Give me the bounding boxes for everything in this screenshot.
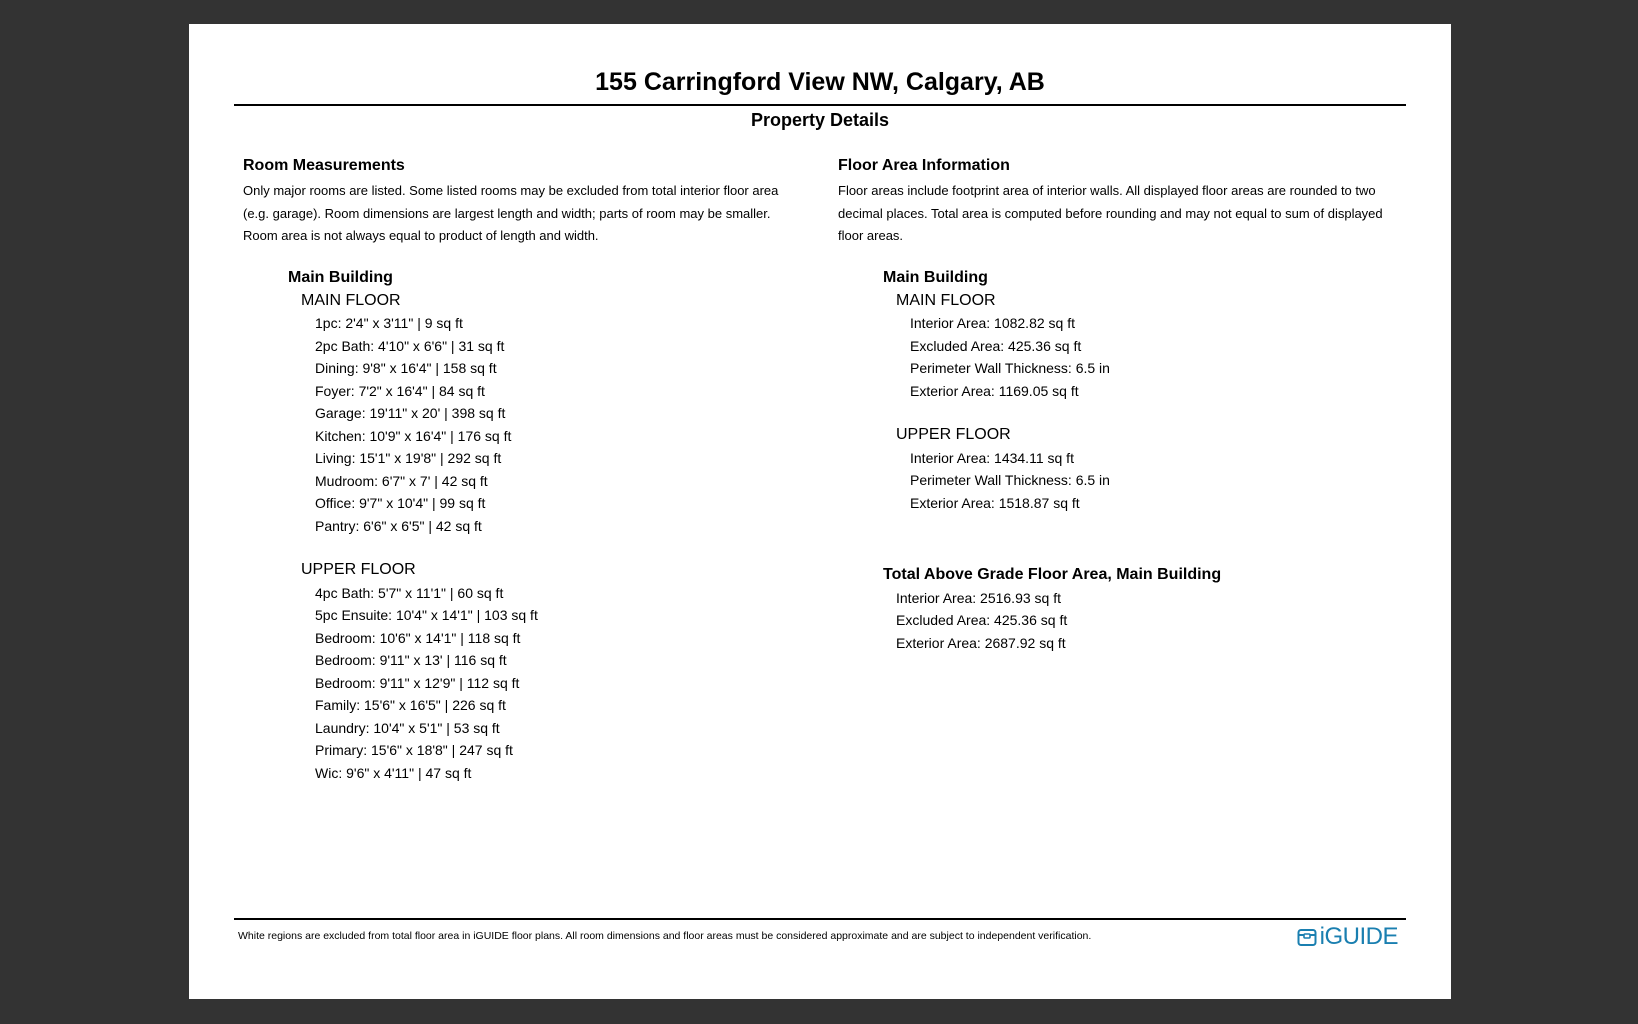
page-title: 155 Carringford View NW, Calgary, AB (595, 68, 1045, 96)
iguide-logo (1297, 923, 1398, 951)
area-item: Excluded Area: 425.36 sq ft (896, 612, 1068, 628)
room-measurements-intro (243, 180, 813, 248)
building-title: Main Building (288, 269, 393, 286)
room-item: Office: 9'7" x 10'4" | 99 sq ft (315, 495, 486, 511)
intro-line: (e.g. garage). Room dimensions are largest length and width; parts of room may be smaller. (243, 205, 771, 221)
main-floor-area-list (883, 312, 1110, 402)
intro-line: Room area is not always equal to product of length and width. (243, 228, 599, 243)
area-item: Excluded Area: 425.36 sq ft (910, 337, 1082, 354)
main-floor-title: MAIN FLOOR (301, 291, 401, 309)
iguide-logo-text: iGUIDE (1319, 923, 1398, 950)
room-item: Laundry: 10'4" x 5'1" | 53 sq ft (315, 719, 500, 736)
upper-floor-room-list (288, 582, 538, 785)
room-measurements-building (288, 267, 538, 784)
header-divider (234, 104, 1406, 106)
room-measurements-heading: Room Measurements (243, 157, 405, 174)
area-item: Perimeter Wall Thickness: 6.5 in (910, 360, 1110, 376)
total-area-section (883, 564, 1221, 654)
room-item: Primary: 15'6" x 18'8" | 247 sq ft (315, 742, 513, 758)
room-item: Bedroom: 9'11" x 13' | 116 sq ft (315, 652, 507, 668)
area-item: Exterior Area: 1518.87 sq ft (910, 494, 1080, 511)
area-item: Exterior Area: 2687.92 sq ft (896, 634, 1066, 651)
room-item: Mudroom: 6'7" x 7' | 42 sq ft (315, 472, 488, 489)
floor-area-intro (838, 180, 1418, 248)
intro-line: decimal places. Total area is computed before rounding and may not equal to sum of displayed (838, 205, 1383, 221)
area-item: Interior Area: 1082.82 sq ft (910, 315, 1075, 331)
room-item: Foyer: 7'2" x 16'4" | 84 sq ft (315, 382, 485, 399)
room-item: 2pc Bath: 4'10" x 6'6" | 31 sq ft (315, 337, 505, 354)
room-item: Wic: 9'6" x 4'11" | 47 sq ft (315, 764, 472, 781)
iguide-logo-icon (1297, 927, 1317, 947)
total-area-list (883, 587, 1221, 655)
main-floor-room-list (288, 312, 538, 537)
room-item: Kitchen: 10'9" x 16'4" | 176 sq ft (315, 427, 512, 444)
upper-floor-title: UPPER FLOOR (301, 561, 416, 578)
intro-line: Floor areas include footprint area of interior walls. All displayed floor areas are rounded to two (838, 183, 1376, 198)
area-item: Exterior Area: 1169.05 sq ft (910, 382, 1079, 399)
room-item: 4pc Bath: 5'7" x 11'1" | 60 sq ft (315, 584, 504, 601)
room-item: Living: 15'1" x 19'8" | 292 sq ft (315, 450, 502, 466)
floor-area-building (883, 267, 1110, 514)
room-item: 1pc: 2'4" x 3'11" | 9 sq ft (315, 315, 463, 331)
area-item: Interior Area: 1434.11 sq ft (910, 449, 1074, 466)
intro-line: Only major rooms are listed. Some listed rooms may be excluded from total interior floor area (243, 183, 779, 198)
footer-divider (234, 918, 1406, 920)
intro-line: floor areas. (838, 228, 904, 243)
total-area-title: Total Above Grade Floor Area, Main Building (883, 566, 1222, 583)
area-item: Perimeter Wall Thickness: 6.5 in (910, 472, 1110, 488)
room-measurements-section (243, 156, 813, 248)
upper-floor-title: UPPER FLOOR (896, 426, 1011, 443)
floor-area-section (838, 156, 1418, 248)
area-item: Interior Area: 2516.93 sq ft (896, 589, 1061, 606)
main-floor-title: MAIN FLOOR (896, 291, 996, 309)
room-item: Dining: 9'8" x 16'4" | 158 sq ft (315, 360, 497, 376)
room-item: Pantry: 6'6" x 6'5" | 42 sq ft (315, 517, 482, 534)
page-subtitle: Property Details (750, 110, 890, 130)
footer-disclaimer: White regions are excluded from total floor area in iGUIDE floor plans. All room dimensions and floor areas must be considered approximate and are subject to independent verification. (238, 930, 1092, 942)
building-title: Main Building (883, 269, 988, 286)
room-item: Garage: 19'11" x 20' | 398 sq ft (315, 405, 506, 421)
room-item: Family: 15'6" x 16'5" | 226 sq ft (315, 697, 506, 713)
room-item: Bedroom: 9'11" x 12'9" | 112 sq ft (315, 674, 520, 691)
room-item: Bedroom: 10'6" x 14'1" | 118 sq ft (315, 629, 521, 646)
document-page (189, 24, 1451, 999)
upper-floor-area-list (883, 447, 1110, 515)
room-item: 5pc Ensuite: 10'4" x 14'1" | 103 sq ft (315, 607, 538, 623)
floor-area-heading: Floor Area Information (838, 157, 1010, 174)
